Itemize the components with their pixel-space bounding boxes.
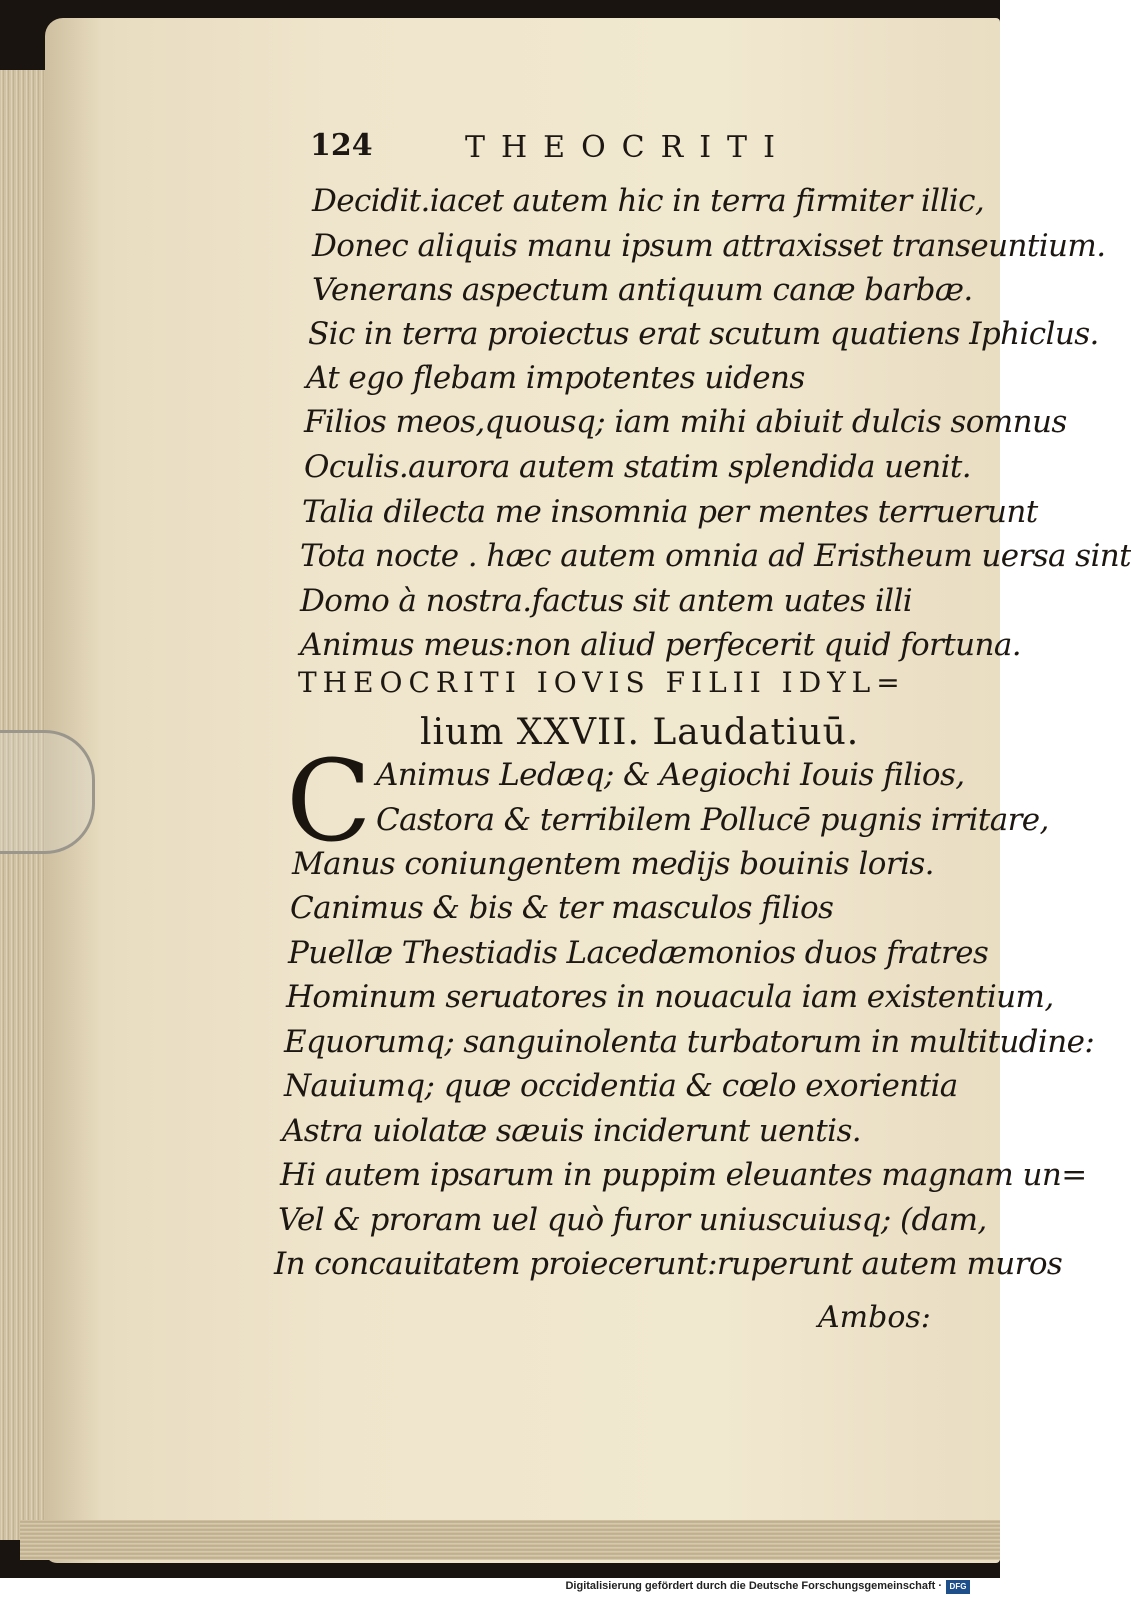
idyll-subheading: lium XXVII. Laudatiuū. <box>420 712 860 753</box>
text-line: Puellæ Thestiadis Lacedæmonios duos fratres <box>288 935 989 971</box>
text-line: Hominum seruatores in nouacula iam existentium, <box>286 979 1054 1015</box>
text-line: Vel & proram uel quò furor uniuscuiusq; (dam, <box>278 1202 987 1238</box>
text-line: Domo à nostra.factus sit antem uates illi <box>300 583 913 619</box>
text-line: Venerans aspectum antiquum canæ barbæ. <box>312 272 973 308</box>
page-bottom-edges <box>20 1520 1000 1560</box>
text-line: Donec aliquis manu ipsum attraxisset transeuntium. <box>312 228 1106 264</box>
text-line: Filios meos,quousq; iam mihi abiuit dulcis somnus <box>304 404 1067 440</box>
catchword: Ambos: <box>818 1300 931 1335</box>
text-line: Canimus & bis & ter masculos filios <box>290 890 834 926</box>
book-strap <box>0 730 95 854</box>
text-line: Sic in terra proiectus erat scutum quatiens Iphiclus. <box>308 316 1099 352</box>
running-head <box>310 128 830 168</box>
text-line: Nauiumq; quæ occidentia & cœlo exorientia <box>284 1068 958 1104</box>
text-line: Manus coniungentem medijs bouinis loris. <box>292 846 934 882</box>
text-line: At ego flebam impotentes uidens <box>306 360 805 396</box>
dfg-logo-icon: DFG <box>946 1580 970 1594</box>
text-line: Equorumq; sanguinolenta turbatorum in multitudine: <box>284 1024 1095 1060</box>
digitization-credit-bar <box>0 1578 1000 1598</box>
text-line: In concauitatem proiecerunt:ruperunt autem muros <box>274 1246 1063 1282</box>
text-line: Animus meus:non aliud perfecerit quid fortuna. <box>300 627 1021 663</box>
text-line: Oculis.aurora autem statim splendida uenit. <box>304 449 972 485</box>
text-line: Talia dilecta me insomnia per mentes terruerunt <box>302 494 1038 530</box>
drop-capital: C <box>286 737 372 867</box>
text-line: Animus Ledæq; & Aegiochi Iouis filios, <box>376 757 965 793</box>
text-line: Astra uiolatæ sæuis inciderunt uentis. <box>282 1113 862 1149</box>
page-number: 124 <box>310 128 373 163</box>
idyll-heading: THEOCRITI IOVIS FILII IDYL= <box>298 666 906 699</box>
running-title: THEOCRITI <box>465 130 791 165</box>
text-line: Tota nocte . hæc autem omnia ad Eristheum uersa sint <box>300 538 1131 574</box>
text-line: Castora & terribilem Pollucē pugnis irritare, <box>376 802 1049 838</box>
text-line: Decidit.iacet autem hic in terra firmiter illic, <box>312 183 985 219</box>
text-line: Hi autem ipsarum in puppim eleuantes magnam un= <box>280 1157 1087 1193</box>
credit-text: Digitalisierung gefördert durch die Deutsche Forschungsgemeinschaft · <box>565 1580 942 1592</box>
